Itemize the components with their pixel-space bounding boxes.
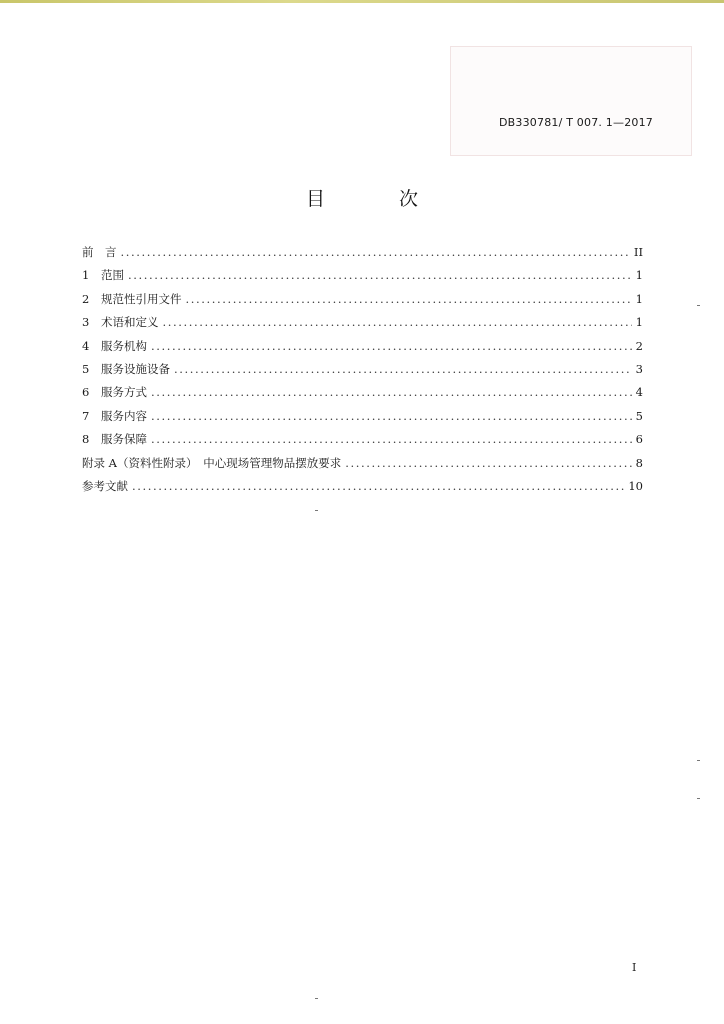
toc-leader-dots	[151, 338, 632, 354]
toc-leader-dots	[151, 431, 632, 447]
toc-entry-page: 5	[635, 408, 643, 423]
toc-entry-label: 术语和定义	[101, 315, 159, 330]
toc-entry-label: 前 言	[82, 245, 117, 259]
toc-entry-service-assurance[interactable]	[82, 431, 643, 454]
toc-entry-number: 7	[82, 408, 90, 423]
toc-entry-foreword[interactable]	[82, 244, 643, 267]
toc-entry-page: 1	[635, 315, 643, 330]
scan-speck	[315, 998, 318, 999]
scan-speck	[697, 305, 700, 306]
toc-entry-page: 2	[635, 338, 643, 353]
toc-entry-label: 服务内容	[101, 408, 147, 423]
toc-leader-dots	[128, 267, 632, 283]
toc-entry-number: 1	[82, 268, 90, 283]
toc-entry-service-facilities[interactable]	[82, 361, 643, 384]
toc-entry-bibliography[interactable]	[82, 478, 643, 501]
toc-title: 目 次	[305, 188, 453, 210]
toc-entry-label: 附录 A（资料性附录） 中心现场管理物品摆放要求	[82, 455, 342, 470]
toc-entry-appendix-a[interactable]	[82, 455, 643, 478]
toc-entry-service-methods[interactable]	[82, 384, 643, 407]
toc-entry-label: 参考文献	[82, 478, 128, 493]
toc-leader-dots	[132, 478, 624, 494]
toc-leader-dots	[121, 244, 630, 260]
toc-entry-number: 8	[82, 432, 90, 447]
document-code: DB330781/ T 007. 1—2017	[498, 116, 653, 129]
toc-entry-label: 规范性引用文件	[101, 291, 182, 306]
toc-leader-dots	[151, 408, 632, 424]
toc-entry-label: 服务方式	[101, 385, 147, 400]
scan-speck	[315, 510, 318, 511]
page-number: I	[632, 961, 637, 974]
toc-entry-number: 2	[82, 291, 90, 306]
toc-entry-label: 服务保障	[101, 432, 147, 447]
toc-entry-terms-definitions[interactable]	[82, 314, 643, 337]
scan-speck	[697, 760, 700, 761]
toc-entry-number: 3	[82, 315, 90, 330]
toc-entry-page: 4	[635, 385, 643, 400]
toc-leader-dots	[151, 384, 632, 400]
toc-entry-page: 1	[635, 268, 643, 283]
toc-entry-label: 服务机构	[101, 338, 147, 353]
toc-entry-page: II	[633, 245, 643, 259]
toc-list	[82, 244, 643, 501]
toc-entry-label: 服务设施设备	[101, 361, 170, 376]
scan-top-edge	[0, 0, 724, 3]
toc-entry-label: 范围	[101, 268, 124, 283]
toc-leader-dots	[174, 361, 632, 377]
faded-stamp-area	[450, 46, 692, 156]
toc-entry-service-organization[interactable]	[82, 338, 643, 361]
toc-entry-normative-references[interactable]	[82, 291, 643, 314]
toc-entry-service-content[interactable]	[82, 408, 643, 431]
toc-entry-page: 10	[628, 478, 643, 493]
toc-entry-number: 4	[82, 338, 90, 353]
toc-leader-dots	[186, 291, 632, 307]
toc-entry-page: 3	[635, 361, 643, 376]
toc-entry-page: 1	[635, 291, 643, 306]
toc-entry-scope[interactable]	[82, 267, 643, 290]
toc-entry-page: 6	[635, 432, 643, 447]
scan-speck	[697, 798, 700, 799]
toc-leader-dots	[345, 455, 631, 471]
toc-entry-number: 6	[82, 385, 90, 400]
toc-leader-dots	[163, 314, 632, 330]
toc-entry-number: 5	[82, 361, 90, 376]
toc-entry-page: 8	[635, 455, 643, 470]
